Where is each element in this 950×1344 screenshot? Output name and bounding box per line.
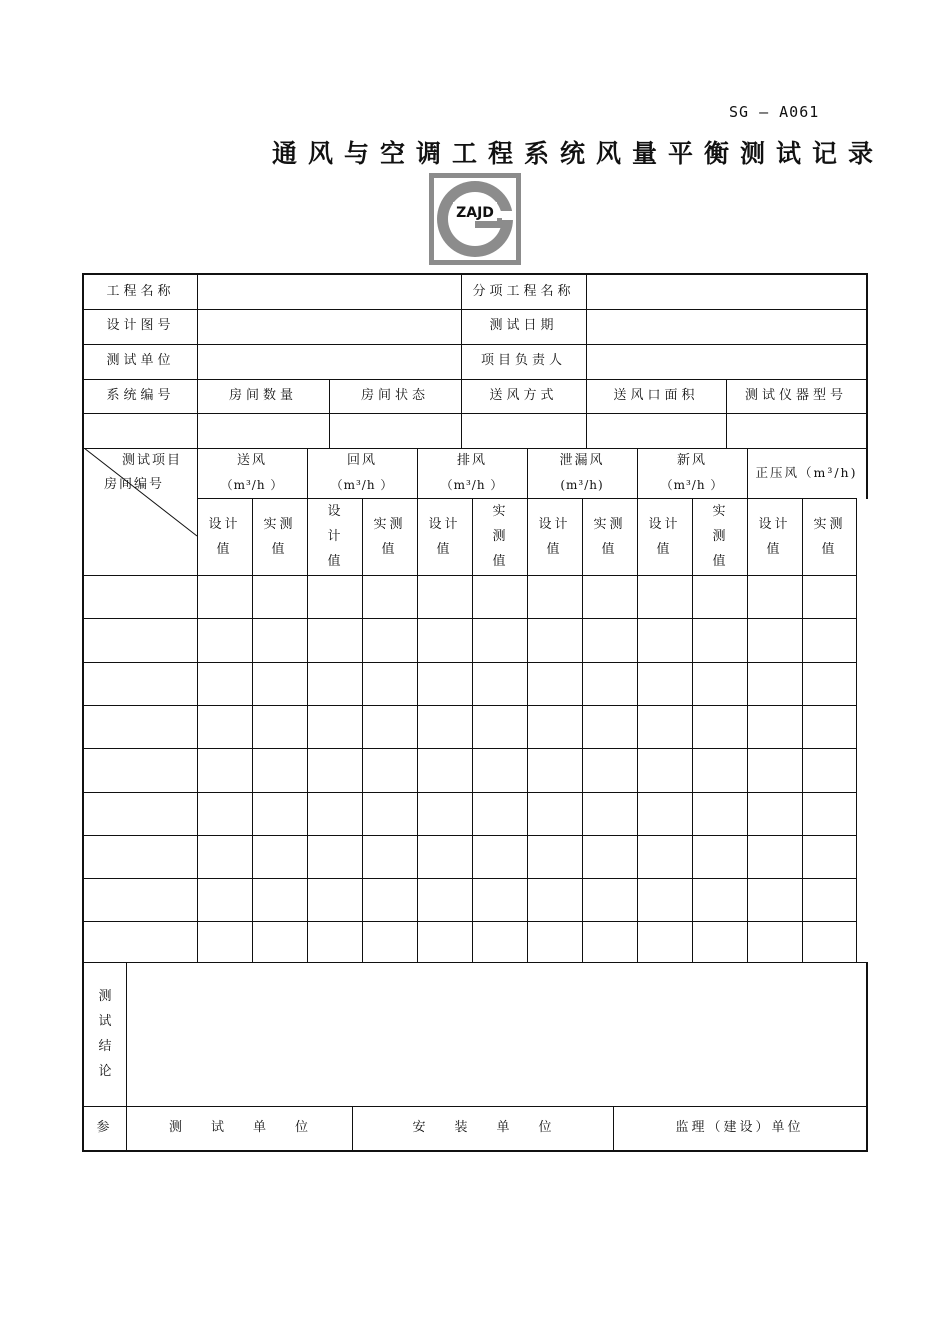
- airflow-value-cell[interactable]: [802, 662, 857, 705]
- airflow-value-cell[interactable]: [362, 878, 417, 921]
- room-no-cell[interactable]: [84, 705, 197, 748]
- design-value-header-g5: 设计值: [648, 516, 681, 557]
- group-fresh: [637, 448, 747, 498]
- test-date-label: 测试日期: [489, 318, 558, 334]
- participate-label: 参: [96, 1120, 114, 1136]
- test-unit-label: 测试单位: [106, 353, 175, 369]
- group-exhaust-name: 排风: [456, 453, 487, 468]
- airflow-value-cell[interactable]: [802, 792, 857, 835]
- sub-project-name-label: 分项工程名称: [472, 283, 575, 299]
- outlet-area-label: 送风口面积: [613, 387, 699, 403]
- airflow-value-cell[interactable]: [747, 575, 802, 618]
- airflow-value-cell[interactable]: [307, 662, 362, 705]
- instrument-model-field[interactable]: [726, 413, 866, 448]
- room-no-cell[interactable]: [84, 835, 197, 878]
- airflow-value-cell[interactable]: [582, 618, 637, 661]
- zajd-logo: [429, 173, 521, 265]
- airflow-value-cell[interactable]: [747, 835, 802, 878]
- airflow-value-cell[interactable]: [362, 835, 417, 878]
- airflow-value-cell[interactable]: [802, 748, 857, 791]
- diag-bottom-label: 房间编号: [104, 476, 165, 492]
- airflow-value-cell[interactable]: [417, 705, 472, 748]
- airflow-value-cell[interactable]: [472, 792, 527, 835]
- airflow-value-cell[interactable]: [362, 662, 417, 705]
- design-value-header-g1: 设计值: [208, 516, 241, 557]
- airflow-value-cell[interactable]: [252, 575, 307, 618]
- airflow-value-cell[interactable]: [472, 705, 527, 748]
- footer-test-unit: 测 试 单 位: [168, 1120, 309, 1136]
- airflow-value-cell[interactable]: [197, 662, 252, 705]
- airflow-value-cell[interactable]: [582, 792, 637, 835]
- project-manager-label: 项目负责人: [480, 353, 566, 369]
- test-date-field[interactable]: [586, 309, 866, 344]
- room-no-cell[interactable]: [84, 878, 197, 921]
- airflow-value-cell[interactable]: [197, 835, 252, 878]
- airflow-value-cell[interactable]: [307, 792, 362, 835]
- airflow-value-cell[interactable]: [802, 575, 857, 618]
- airflow-value-cell[interactable]: [692, 792, 747, 835]
- airflow-value-cell[interactable]: [417, 792, 472, 835]
- room-count-label: 房间数量: [228, 387, 297, 403]
- airflow-value-cell[interactable]: [472, 662, 527, 705]
- measured-value-header-g6: 实测值: [813, 516, 846, 557]
- airflow-value-cell[interactable]: [362, 705, 417, 748]
- airflow-value-cell[interactable]: [747, 878, 802, 921]
- group-supply: [197, 448, 307, 498]
- airflow-value-cell[interactable]: [527, 662, 582, 705]
- test-unit-field[interactable]: [197, 344, 461, 379]
- airflow-value-cell[interactable]: [527, 921, 582, 964]
- airflow-value-cell[interactable]: [527, 748, 582, 791]
- airflow-value-cell[interactable]: [637, 921, 692, 964]
- group-positive-pressure: 正压风（m³/h): [755, 465, 858, 481]
- airflow-value-cell[interactable]: [582, 878, 637, 921]
- table-right-border-lower: [866, 962, 868, 1152]
- room-status-label: 房间状态: [360, 387, 429, 403]
- airflow-value-cell[interactable]: [252, 705, 307, 748]
- airflow-value-cell[interactable]: [472, 878, 527, 921]
- airflow-value-cell[interactable]: [417, 878, 472, 921]
- system-no-field[interactable]: [84, 413, 197, 448]
- airflow-value-cell[interactable]: [307, 618, 362, 661]
- airflow-value-cell[interactable]: [197, 705, 252, 748]
- table-right-border-upper: [866, 273, 868, 499]
- airflow-value-cell[interactable]: [307, 575, 362, 618]
- sub-project-name-field[interactable]: [586, 275, 866, 309]
- airflow-value-cell[interactable]: [252, 792, 307, 835]
- airflow-value-cell[interactable]: [362, 618, 417, 661]
- design-drawing-label: 设计图号: [106, 318, 175, 334]
- airflow-value-cell[interactable]: [527, 575, 582, 618]
- airflow-value-cell[interactable]: [527, 705, 582, 748]
- supply-mode-label: 送风方式: [489, 387, 558, 403]
- airflow-value-cell[interactable]: [802, 618, 857, 661]
- airflow-value-cell[interactable]: [472, 835, 527, 878]
- measured-value-header-g4: 实测值: [593, 516, 626, 557]
- instrument-model-label: 测试仪器型号: [744, 387, 847, 403]
- airflow-value-cell[interactable]: [637, 618, 692, 661]
- group-return-name: 回风: [346, 453, 377, 468]
- airflow-value-cell[interactable]: [692, 705, 747, 748]
- airflow-value-cell[interactable]: [527, 792, 582, 835]
- airflow-value-cell[interactable]: [637, 748, 692, 791]
- airflow-value-cell[interactable]: [472, 748, 527, 791]
- room-no-cell[interactable]: [84, 748, 197, 791]
- airflow-value-cell[interactable]: [637, 705, 692, 748]
- airflow-value-cell[interactable]: [802, 705, 857, 748]
- room-no-cell[interactable]: [84, 618, 197, 661]
- airflow-value-cell[interactable]: [197, 878, 252, 921]
- airflow-value-cell[interactable]: [747, 618, 802, 661]
- airflow-value-cell[interactable]: [527, 835, 582, 878]
- airflow-value-cell[interactable]: [252, 662, 307, 705]
- room-no-cell[interactable]: [84, 792, 197, 835]
- airflow-value-cell[interactable]: [527, 878, 582, 921]
- airflow-value-cell[interactable]: [252, 921, 307, 964]
- group-supply-name: 送风: [236, 453, 267, 468]
- airflow-value-cell[interactable]: [802, 921, 857, 964]
- airflow-value-cell[interactable]: [417, 618, 472, 661]
- airflow-value-cell[interactable]: [252, 835, 307, 878]
- group-supply-unit: （m³/h ）: [220, 478, 284, 492]
- airflow-value-cell[interactable]: [362, 792, 417, 835]
- design-value-header-g3: 设计值: [428, 516, 461, 557]
- design-value-header-g2: 设计值: [327, 504, 344, 569]
- measured-value-header-g1: 实测值: [263, 516, 296, 557]
- airflow-value-cell[interactable]: [747, 662, 802, 705]
- airflow-value-cell[interactable]: [417, 662, 472, 705]
- airflow-value-cell[interactable]: [692, 748, 747, 791]
- supply-mode-field[interactable]: [461, 413, 586, 448]
- airflow-value-cell[interactable]: [417, 835, 472, 878]
- airflow-value-cell[interactable]: [417, 575, 472, 618]
- airflow-value-cell[interactable]: [362, 921, 417, 964]
- airflow-value-cell[interactable]: [197, 618, 252, 661]
- airflow-value-cell[interactable]: [197, 792, 252, 835]
- airflow-value-cell[interactable]: [637, 575, 692, 618]
- airflow-value-cell[interactable]: [582, 835, 637, 878]
- project-manager-field[interactable]: [586, 344, 866, 379]
- group-leakage-unit: (m³/h): [560, 478, 604, 492]
- footer-supervision-unit: 监理（建设）单位: [675, 1120, 804, 1136]
- measured-value-header-g5: 实测值: [712, 504, 729, 569]
- airflow-value-cell[interactable]: [307, 921, 362, 964]
- system-no-label: 系统编号: [106, 387, 175, 403]
- airflow-value-cell[interactable]: [747, 748, 802, 791]
- group-return: [307, 448, 417, 498]
- document-code: SG — A061: [729, 103, 820, 121]
- measured-value-header-g2: 实测值: [373, 516, 406, 557]
- airflow-value-cell[interactable]: [582, 748, 637, 791]
- airflow-value-cell[interactable]: [637, 878, 692, 921]
- airflow-value-cell[interactable]: [747, 921, 802, 964]
- logo-text: ZAJD: [456, 205, 494, 221]
- group-exhaust-unit: （m³/h ）: [440, 478, 504, 492]
- outlet-area-field[interactable]: [586, 413, 726, 448]
- airflow-value-cell[interactable]: [637, 835, 692, 878]
- group-fresh-unit: （m³/h ）: [660, 478, 724, 492]
- room-count-field[interactable]: [197, 413, 329, 448]
- airflow-value-cell[interactable]: [692, 618, 747, 661]
- airflow-value-cell[interactable]: [692, 921, 747, 964]
- document-title: 通风与空调工程系统风量平衡测试记录: [272, 139, 885, 168]
- airflow-value-cell[interactable]: [252, 878, 307, 921]
- room-status-field[interactable]: [329, 413, 461, 448]
- airflow-value-cell[interactable]: [197, 921, 252, 964]
- airflow-value-cell[interactable]: [362, 575, 417, 618]
- airflow-value-cell[interactable]: [472, 575, 527, 618]
- airflow-value-cell[interactable]: [692, 662, 747, 705]
- airflow-value-cell[interactable]: [362, 748, 417, 791]
- airflow-value-cell[interactable]: [692, 878, 747, 921]
- footer-install-unit: 安 装 单 位: [412, 1120, 553, 1136]
- airflow-value-cell[interactable]: [197, 575, 252, 618]
- airflow-value-cell[interactable]: [307, 748, 362, 791]
- project-name-label: 工程名称: [106, 283, 175, 299]
- airflow-value-cell[interactable]: [307, 835, 362, 878]
- airflow-value-cell[interactable]: [417, 748, 472, 791]
- airflow-value-cell[interactable]: [582, 921, 637, 964]
- group-leakage-name: 泄漏风: [559, 453, 605, 468]
- group-exhaust: [417, 448, 527, 498]
- conclusion-label: 测试结论: [98, 989, 112, 1079]
- design-drawing-field[interactable]: [197, 309, 461, 344]
- airflow-value-cell[interactable]: [527, 618, 582, 661]
- design-value-header-g6: 设计值: [758, 516, 791, 557]
- room-no-cell[interactable]: [84, 921, 197, 964]
- airflow-value-cell[interactable]: [692, 835, 747, 878]
- airflow-value-cell[interactable]: [472, 921, 527, 964]
- design-value-header-g4: 设计值: [538, 516, 571, 557]
- room-no-cell[interactable]: [84, 662, 197, 705]
- airflow-value-cell[interactable]: [307, 705, 362, 748]
- measured-value-header-g3: 实测值: [492, 504, 509, 569]
- airflow-value-cell[interactable]: [582, 662, 637, 705]
- room-no-cell[interactable]: [84, 575, 197, 618]
- airflow-value-cell[interactable]: [252, 618, 307, 661]
- airflow-value-cell[interactable]: [582, 705, 637, 748]
- airflow-value-cell[interactable]: [747, 705, 802, 748]
- airflow-value-cell[interactable]: [802, 878, 857, 921]
- airflow-value-cell[interactable]: [692, 575, 747, 618]
- airflow-value-cell[interactable]: [747, 792, 802, 835]
- airflow-value-cell[interactable]: [417, 921, 472, 964]
- airflow-value-cell[interactable]: [197, 748, 252, 791]
- group-return-unit: （m³/h ）: [330, 478, 394, 492]
- airflow-value-cell[interactable]: [637, 662, 692, 705]
- airflow-value-cell[interactable]: [252, 748, 307, 791]
- project-name-field[interactable]: [197, 275, 461, 309]
- group-fresh-name: 新风: [676, 453, 707, 468]
- airflow-value-cell[interactable]: [472, 618, 527, 661]
- airflow-value-cell[interactable]: [802, 835, 857, 878]
- diag-top-label: 测试项目: [122, 452, 183, 468]
- conclusion-field[interactable]: [126, 962, 866, 1106]
- airflow-value-cell[interactable]: [582, 575, 637, 618]
- airflow-value-cell[interactable]: [307, 878, 362, 921]
- group-leakage: [527, 448, 637, 498]
- airflow-value-cell[interactable]: [637, 792, 692, 835]
